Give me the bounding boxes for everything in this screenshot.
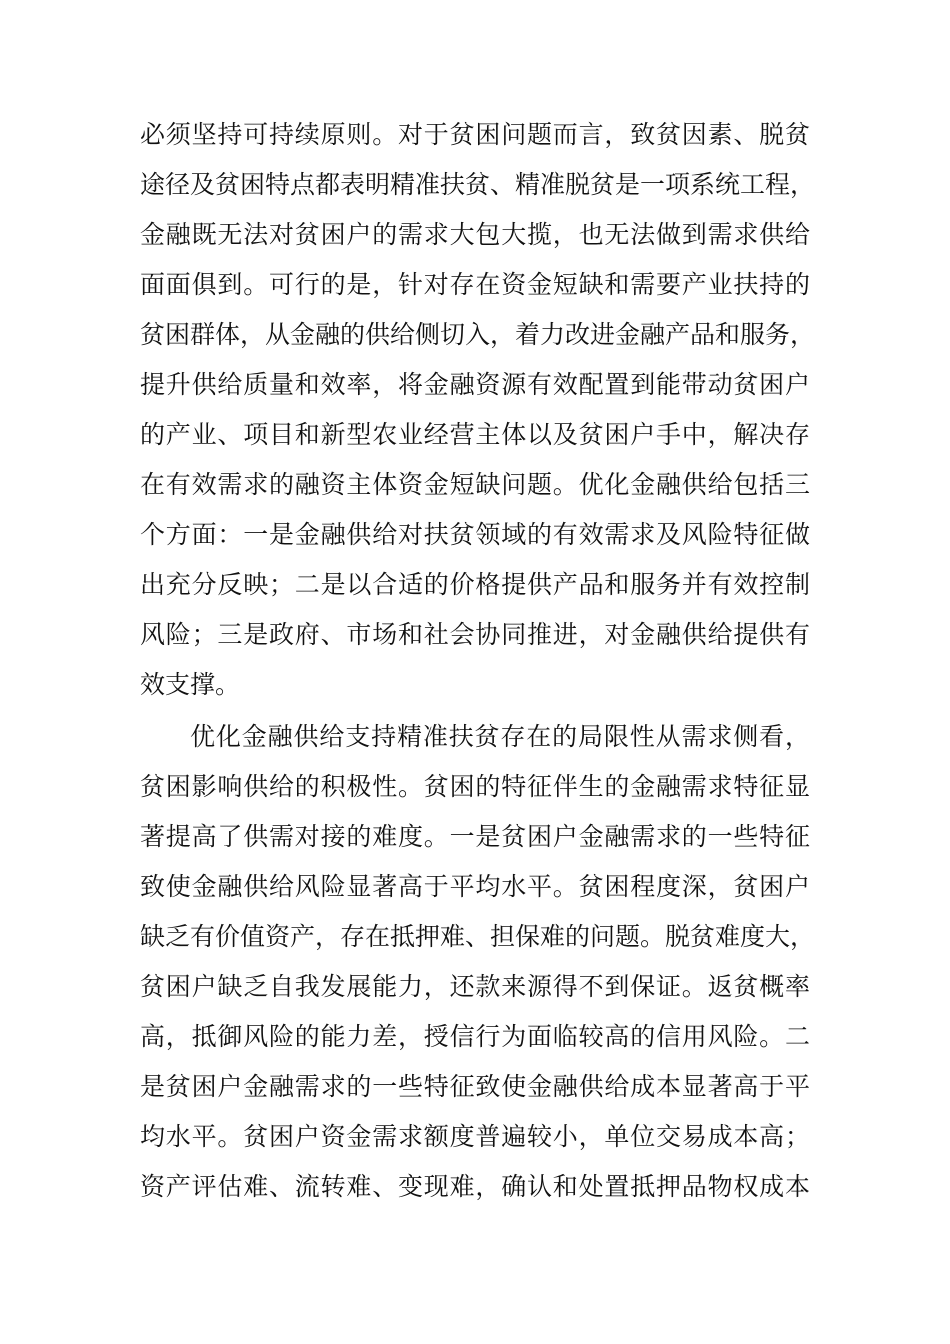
text-line: 出充分反映；二是以合适的价格提供产品和服务并有效控制	[140, 570, 810, 599]
text-line: 缺乏有价值资产，存在抵押难、担保难的问题。脱贫难度大，	[140, 922, 816, 951]
text-line: 致使金融供给风险显著高于平均水平。贫困程度深，贫困户	[140, 872, 810, 901]
text-line: 金融既无法对贫困户的需求大包大揽，也无法做到需求供给	[140, 220, 810, 249]
text-line: 必须坚持可持续原则。对于贫困问题而言，致贫因素、脱贫	[140, 120, 810, 149]
document-body	[140, 110, 816, 1212]
text-line: 优化金融供给支持精准扶贫存在的局限性从需求侧看，	[190, 722, 810, 751]
paragraph-1	[140, 110, 816, 710]
text-line: 面面俱到。可行的是，针对存在资金短缺和需要产业扶持的	[140, 270, 810, 299]
text-line: 贫困群体，从金融的供给侧切入，着力改进金融产品和服务，	[140, 320, 816, 349]
text-line: 风险；三是政府、市场和社会协同推进，对金融供给提供有	[140, 620, 810, 649]
text-line: 贫困户缺乏自我发展能力，还款来源得不到保证。返贫概率	[140, 972, 810, 1001]
text-line: 均水平。贫困户资金需求额度普遍较小，单位交易成本高；	[140, 1122, 810, 1151]
text-line: 资产评估难、流转难、变现难，确认和处置抵押品物权成本	[140, 1172, 810, 1201]
text-line: 高，抵御风险的能力差，授信行为面临较高的信用风险。二	[140, 1022, 810, 1051]
text-line: 是贫困户金融需求的一些特征致使金融供给成本显著高于平	[140, 1072, 810, 1101]
text-line: 提升供给质量和效率，将金融资源有效配置到能带动贫困户	[140, 370, 810, 399]
text-line: 途径及贫困特点都表明精准扶贫、精准脱贫是一项系统工程，	[140, 170, 816, 199]
text-line: 在有效需求的融资主体资金短缺问题。优化金融供给包括三	[140, 470, 810, 499]
text-line: 个方面：一是金融供给对扶贫领域的有效需求及风险特征做	[140, 520, 810, 549]
text-line: 贫困影响供给的积极性。贫困的特征伴生的金融需求特征显	[140, 772, 810, 801]
text-line: 效支撑。	[140, 670, 241, 699]
paragraph-2	[140, 712, 816, 1212]
text-line: 的产业、项目和新型农业经营主体以及贫困户手中，解决存	[140, 420, 810, 449]
text-line: 著提高了供需对接的难度。一是贫困户金融需求的一些特征	[140, 822, 810, 851]
